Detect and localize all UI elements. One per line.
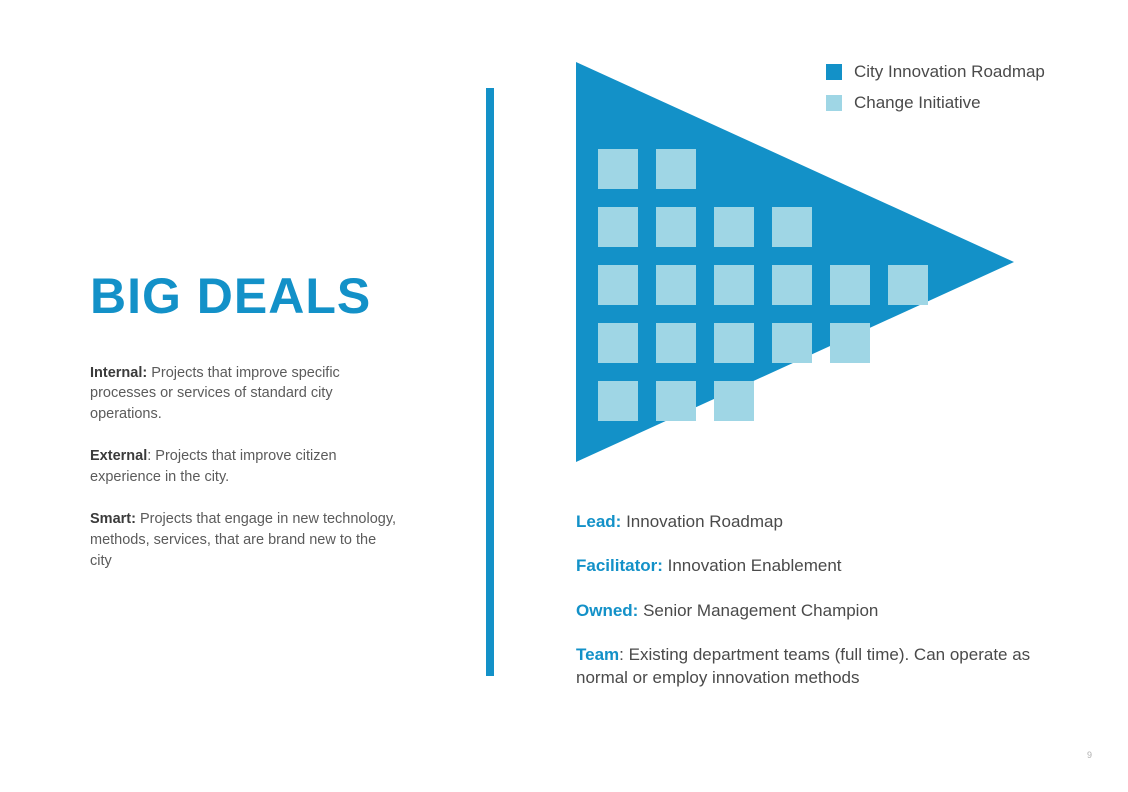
role-facilitator xyxy=(576,555,1076,577)
initiative-cell xyxy=(656,323,696,363)
initiative-cell-empty xyxy=(772,381,812,421)
legend-item-change-initiative xyxy=(826,93,1116,113)
definition-text-external: : Projects that improve citizen experience in the city. xyxy=(90,448,337,485)
role-owned xyxy=(576,600,1076,622)
legend-swatch-icon-roadmap xyxy=(826,64,842,80)
definition-term-smart: Smart: xyxy=(90,511,136,528)
left-content-column xyxy=(90,270,420,593)
initiative-cell-empty xyxy=(946,323,986,363)
initiative-cell-empty xyxy=(946,149,986,189)
definition-external xyxy=(90,446,400,487)
initiative-cell xyxy=(830,265,870,305)
legend-label-change-initiative: Change Initiative xyxy=(854,93,981,112)
initiative-cell xyxy=(656,207,696,247)
role-value-lead: Innovation Roadmap xyxy=(621,512,783,531)
initiative-cell xyxy=(714,323,754,363)
definition-term-internal: Internal: xyxy=(90,364,148,381)
initiative-cell xyxy=(598,381,638,421)
initiative-cell xyxy=(714,265,754,305)
initiative-cell xyxy=(598,149,638,189)
initiative-cell xyxy=(772,323,812,363)
initiative-cell xyxy=(656,149,696,189)
initiative-cell xyxy=(714,207,754,247)
definition-internal xyxy=(90,363,400,425)
definition-text-internal: Projects that improve specific processes or services of standard city operations. xyxy=(90,364,340,422)
legend-item-roadmap xyxy=(826,62,1116,82)
role-value-owned: Senior Management Champion xyxy=(638,600,879,620)
initiative-cell xyxy=(772,207,812,247)
initiative-cell-empty xyxy=(888,323,928,363)
initiative-cell-empty xyxy=(888,207,928,247)
initiative-cell xyxy=(598,207,638,247)
legend-label-roadmap: City Innovation Roadmap xyxy=(854,62,1045,81)
role-team xyxy=(576,644,1076,689)
initiative-cell-empty xyxy=(772,149,812,189)
initiative-cell xyxy=(714,381,754,421)
initiative-cell xyxy=(598,265,638,305)
role-key-owned: Owned: xyxy=(576,600,639,620)
initiative-cell xyxy=(598,323,638,363)
initiative-grid xyxy=(598,149,994,429)
initiative-cell xyxy=(888,265,928,305)
role-key-lead: Lead: xyxy=(576,512,622,531)
definition-text-smart: Projects that engage in new technology, methods, services, that are brand new to the city xyxy=(90,511,397,569)
initiative-cell-empty xyxy=(888,381,928,421)
role-value-team: : Existing department teams (full time). Can operate as normal or employ innovation methods xyxy=(576,645,1031,687)
initiative-cell-empty xyxy=(888,149,928,189)
legend-swatch-icon-change-initiative xyxy=(826,95,842,111)
definition-smart xyxy=(90,509,400,571)
role-key-team: Team xyxy=(576,645,620,665)
initiative-cell xyxy=(830,323,870,363)
initiative-cell-empty xyxy=(830,149,870,189)
role-lead xyxy=(576,511,1076,533)
initiative-cell xyxy=(772,265,812,305)
initiative-cell xyxy=(656,265,696,305)
initiative-cell-empty xyxy=(714,149,754,189)
page-number: 9 xyxy=(1086,750,1092,760)
initiative-cell-empty xyxy=(946,207,986,247)
initiative-cell xyxy=(656,381,696,421)
roles-list xyxy=(576,494,1076,711)
role-value-facilitator: Innovation Enablement xyxy=(662,556,842,576)
initiative-cell-empty xyxy=(830,207,870,247)
initiative-cell-empty xyxy=(830,381,870,421)
vertical-divider xyxy=(486,88,494,676)
initiative-cell-empty xyxy=(946,265,986,305)
initiative-cell-empty xyxy=(946,381,986,421)
role-key-facilitator: Facilitator: xyxy=(576,556,663,576)
definition-term-external: External xyxy=(90,448,148,465)
page-title: BIG DEALS xyxy=(90,268,372,324)
legend xyxy=(826,62,1116,124)
